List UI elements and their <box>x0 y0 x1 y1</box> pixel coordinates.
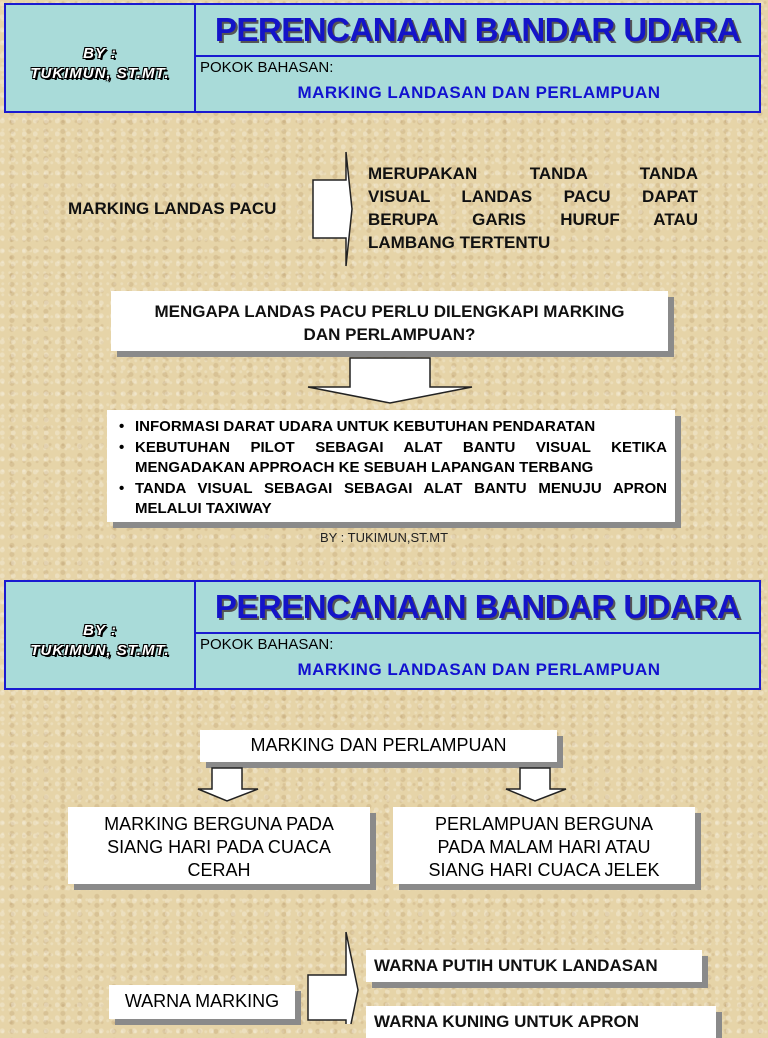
warna-putih-box: WARNA PUTIH UNTUK LANDASAN <box>366 950 702 982</box>
marking-landas-label: MARKING LANDAS PACU <box>68 199 277 218</box>
pokok-label: POKOK BAHASAN: <box>200 59 334 76</box>
perlampuan-usage-box: PERLAMPUAN BERGUNA PADA MALAM HARI ATAU SIANG HARI CUACA JELEK <box>393 807 695 884</box>
author-panel <box>6 5 196 111</box>
right-arrow-icon <box>312 150 354 268</box>
warna-kuning-box: WARNA KUNING UNTUK APRON <box>366 1006 716 1038</box>
page-title: PERENCANAAN BANDAR UDARA <box>214 11 741 48</box>
author-name: TUKIMUN, ST.MT. <box>30 65 170 82</box>
pokok-label: POKOK BAHASAN: <box>200 636 334 653</box>
definition-text: MERUPAKAN TANDA TANDA VISUAL LANDAS PACU DAPAT BERUPA GARIS HURUF ATAU LAMBANG TERTENTU <box>368 164 698 252</box>
warna-marking-box: WARNA MARKING <box>109 985 295 1019</box>
list-item: • TANDA VISUAL SEBAGAI SEBAGAI ALAT BANTU MENUJU APRON MELALUI TAXIWAY <box>115 479 667 520</box>
page-title: PERENCANAAN BANDAR UDARA <box>214 588 741 625</box>
reasons-box <box>107 410 675 522</box>
slide1-footer: BY : TUKIMUN,ST.MT <box>319 530 449 545</box>
right-arrow-icon <box>306 930 360 1024</box>
title-row <box>196 5 759 57</box>
author-by: BY : <box>83 622 117 639</box>
author-name: TUKIMUN, ST.MT. <box>30 642 170 659</box>
down-arrow-left-icon <box>196 767 260 803</box>
author-by: BY : <box>83 45 117 62</box>
marking-perlampuan-box: MARKING DAN PERLAMPUAN <box>200 730 557 762</box>
down-arrow-right-icon <box>504 767 568 803</box>
author-panel <box>6 582 196 688</box>
title-row <box>196 582 759 634</box>
down-arrow-icon <box>306 357 474 405</box>
question-box: MENGAPA LANDAS PACU PERLU DILENGKAPI MARKING DAN PERLAMPUAN? <box>111 291 668 351</box>
list-item: • INFORMASI DARAT UDARA UNTUK KEBUTUHAN PENDARATAN <box>115 417 667 438</box>
topic-title: MARKING LANDASAN DAN PERLAMPUAN <box>297 660 661 679</box>
reasons-list <box>115 417 667 520</box>
list-item: • KEBUTUHAN PILOT SEBAGAI ALAT BANTU VISUAL KETIKA MENGADAKAN APPROACH KE SEBUAH LAPANGAN TERBANG <box>115 438 667 479</box>
topic-title: MARKING LANDASAN DAN PERLAMPUAN <box>297 83 661 102</box>
marking-usage-box: MARKING BERGUNA PADA SIANG HARI PADA CUACA CERAH <box>68 807 370 884</box>
